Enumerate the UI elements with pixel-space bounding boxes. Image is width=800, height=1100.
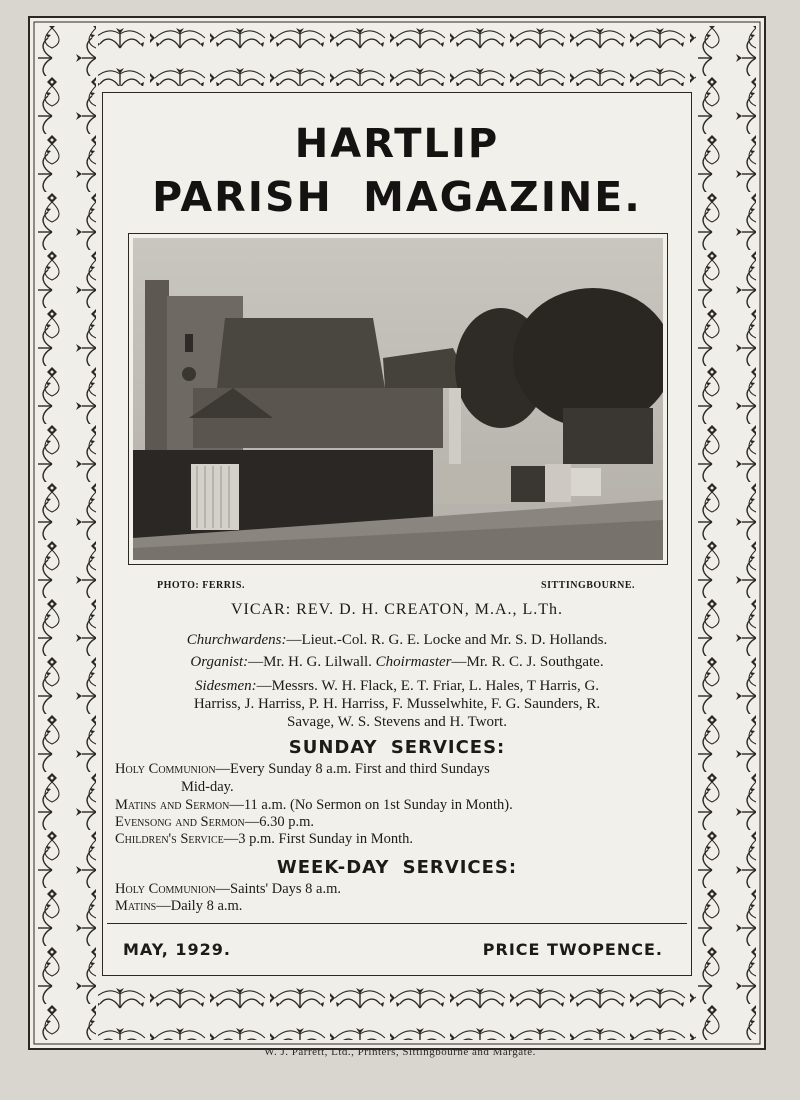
weekday-holy-communion <box>115 881 341 898</box>
organist-name: —Mr. H. G. Lilwall. <box>248 654 372 670</box>
weekday-holy-communion-times: —Saints' Days 8 a.m. <box>215 881 341 897</box>
magazine-title-line-1: HARTLIP <box>294 121 500 167</box>
magazine-title-line-2: PARISH MAGAZINE. <box>152 173 642 221</box>
sidesmen-names-1: —Messrs. W. H. Flack, E. T. Friar, L. Hales, T Harris, G. <box>256 678 600 694</box>
weekday-matins <box>115 898 242 915</box>
footer-divider <box>107 923 687 924</box>
church-photo-frame <box>128 233 668 565</box>
sidesmen-line-3: Savage, W. S. Stevens and H. Twort. <box>287 714 507 730</box>
printer-imprint: W. J. Parrett, Ltd., Printers, Sittingbourne and Margate. <box>264 1046 536 1058</box>
magazine-cover <box>28 16 766 1050</box>
choirmaster-label: Choirmaster <box>375 654 452 670</box>
sunday-holy-communion <box>115 761 490 778</box>
sidesmen-line-2: Harriss, J. Harriss, P. H. Harriss, F. Musselwhite, F. G. Saunders, R. <box>193 696 601 712</box>
sunday-matins-label: Matins and Sermon <box>115 797 230 813</box>
sunday-evensong-times: —6.30 p.m. <box>244 814 315 830</box>
photo-credit-photographer: PHOTO: FERRIS. <box>157 580 245 591</box>
sidesmen-label: Sidesmen: <box>194 678 257 694</box>
sunday-childrens-label: Children's Service <box>115 831 224 847</box>
sunday-childrens-times: —3 p.m. First Sunday in Month. <box>223 831 414 847</box>
organist-label: Organist: <box>190 654 249 670</box>
weekday-matins-times: —Daily 8 a.m. <box>156 898 243 914</box>
weekday-services-heading: WEEK-DAY SERVICES: <box>276 857 518 878</box>
weekday-holy-communion-label: Holy Communion <box>115 881 216 897</box>
choirmaster-name: —Mr. R. C. J. Southgate. <box>451 654 604 670</box>
sunday-holy-communion-cont: Mid-day. <box>181 779 234 795</box>
churchwardens-label: Churchwardens: <box>186 632 287 648</box>
vicar-line: VICAR: REV. D. H. CREATON, M.A., L.Th. <box>230 601 564 618</box>
church-photo <box>133 238 663 560</box>
churchwardens-names: —Lieut.-Col. R. G. E. Locke and Mr. S. D. Hollands. <box>286 632 608 648</box>
sunday-holy-communion-label: Holy Communion <box>115 761 216 777</box>
sunday-evensong <box>115 814 314 831</box>
weekday-matins-label: Matins <box>115 898 157 914</box>
issue-price: PRICE TWOPENCE. <box>482 940 663 959</box>
sunday-matins-times: —11 a.m. (No Sermon on 1st Sunday in Month). <box>229 797 513 813</box>
sidesmen-line-1 <box>103 677 691 695</box>
sunday-evensong-label: Evensong and Sermon <box>115 814 245 830</box>
organist-line <box>103 653 691 671</box>
sunday-childrens-service <box>115 831 413 848</box>
issue-date: MAY, 1929. <box>123 940 231 959</box>
sunday-matins <box>115 797 513 814</box>
photo-credit-location: SITTINGBOURNE. <box>541 580 635 591</box>
churchwardens-line <box>103 631 691 649</box>
sunday-services-heading: SUNDAY SERVICES: <box>288 737 506 758</box>
sunday-holy-communion-times: —Every Sunday 8 a.m. First and third Sundays <box>215 761 490 777</box>
content-panel <box>102 92 692 976</box>
